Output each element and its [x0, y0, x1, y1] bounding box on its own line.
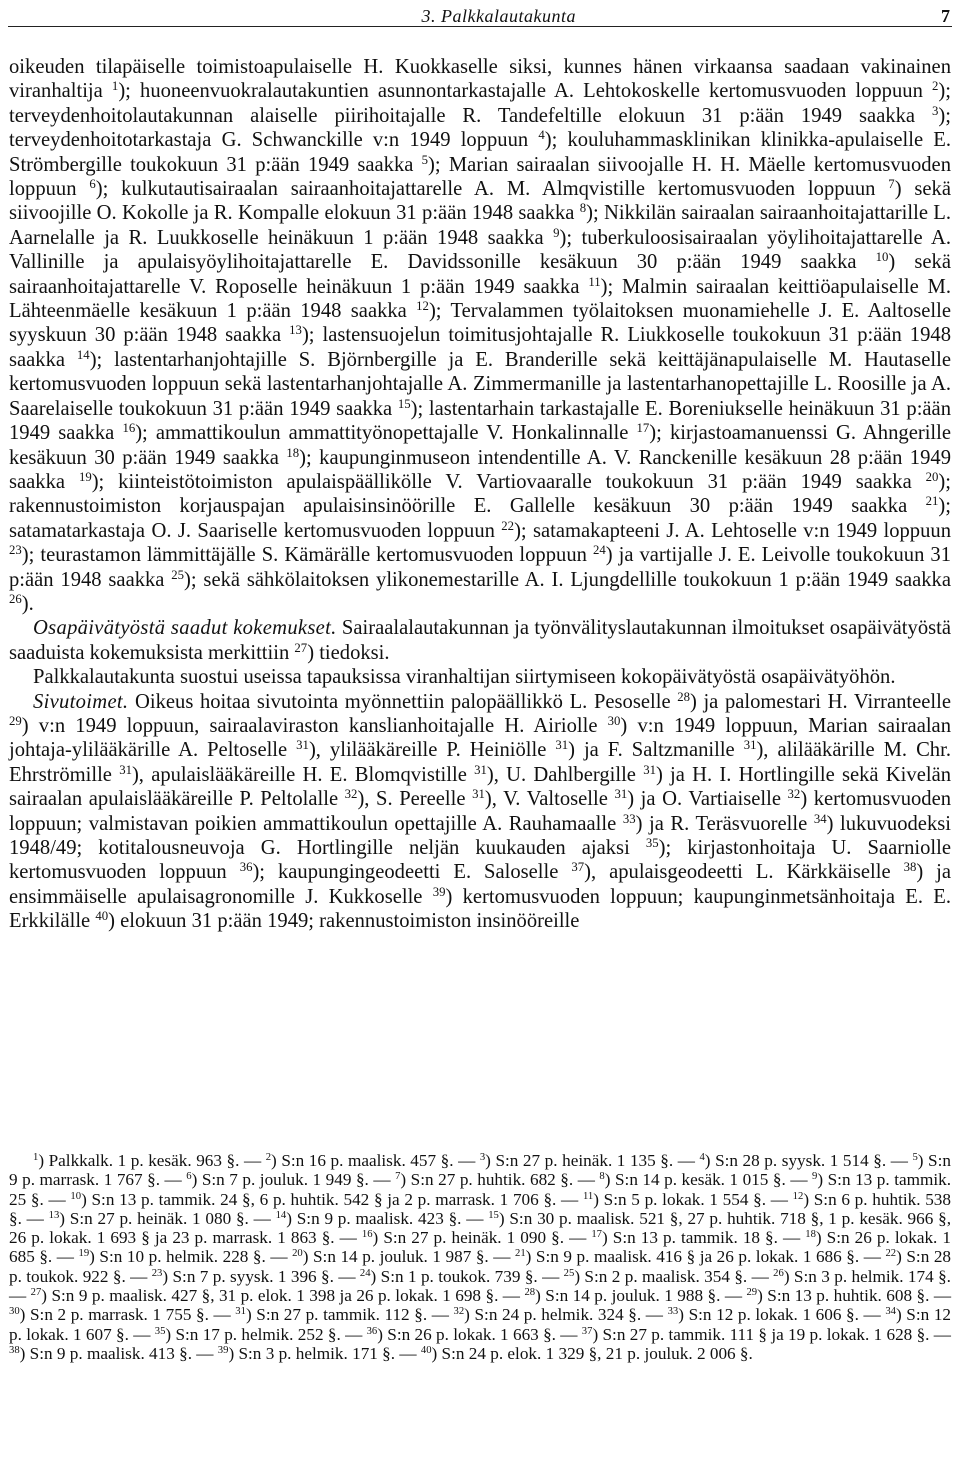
paragraph-side-jobs: Sivutoimet. Oikeus hoitaa sivutointa myönnettiin palopäällikkö L. Pesoselle $^{28}$) ja palomestari H. Virranteelle $^{29}$) v:n 1949 loppuun, sairaalaviraston kanslianhoitajalle H. Airiolle $^{30}$) v:n 1949 loppuun, Marian sairaalan johtaja-ylilääkärille A. Peltoselle $^{31}$), ylilääkäreille P. Heiniölle $^{31}$) ja F. Saltzmanille $^{31}$), alilääkärille M. Chr. Ehrströmille $^{31}$), apulaislääkäreille H. E. Blomqvistille $^{31}$), U. Dahlbergille $^{31}$) ja H. I. Hortlingille sekä Kivelän sairaalan apulaislääkäreille P. Peltolalle $^{32}$), S. Pereelle $^{31}$), V. Valtoselle $^{31}$) ja O. Vartiaiselle $^{32}$) kertomusvuoden loppuun; valmistavan poikien ammattikoulun opettajille A. Rauhamaalle $^{33}$) ja R. Teräsvuorelle $^{34}$) lukuvuodeksi 1948/49; kotitalousneuvoja G. Hortlingille neljän kuukauden ajaksi $^{35}$); kirjastonhoitaja U. Saarniolle kertomusvuoden loppuun $^{36}$); kaupungingeodeetti E. Saloselle $^{37}$), apulaisgeodeetti L. Kärkkäiselle $^{38}$) ja ensimmäiselle apulaisagronomille J. Kukkoselle $^{39}$) kertomusvuoden loppuun; kaupunginmetsänhoitaja E. E. Erkkilälle $^{40}$) elokuun 31 p:ään 1949; rakennustoimiston insinööreille — [9, 689, 952, 933]
footnotes — [9, 1151, 951, 1363]
footnote-block: $^1$) Palkkalk. 1 p. kesäk. 963 §. — $^2$) S:n 16 p. maalisk. 457 §. — $^3$) S:n 27 p. heinäk. 1 135 §. — $^4$) S:n 28 p. syysk. 1 514 §. — $^5$) S:n 9 p. marrask. 1 767 §. — $^6$) S:n 7 p. jouluk. 1 949 §. — $^7$) S:n 27 p. huhtik. 682 §. — $^8$) S:n 14 p. kesäk. 1 015 §. — $^9$) S:n 13 p. tammik. 25 §. — $^{10}$) S:n 13 p. tammik. 24 §, 6 p. huhtik. 542 § ja 2 p. marrask. 1 706 §. — $^{11}$) S:n 5 p. lokak. 1 554 §. — $^{12}$) S:n 6 p. huhtik. 538 §. — $^{13}$) S:n 27 p. heinäk. 1 080 §. — $^{14}$) S:n 9 p. maalisk. 423 §. — $^{15}$) S:n 30 p. maalisk. 521 §, 27 p. huhtik. 718 §, 1 p. kesäk. 966 §, 26 p. lokak. 1 693 § ja 23 p. marrask. 1 863 §. — $^{16}$) S:n 27 p. heinäk. 1 090 §. — $^{17}$) S:n 13 p. tammik. 18 §. — $^{18}$) S:n 26 p. lokak. 1 685 §. — $^{19}$) S:n 10 p. helmik. 228 §. — $^{20}$) S:n 14 p. jouluk. 1 987 §. — $^{21}$) S:n 9 p. maalisk. 416 § ja 26 p. lokak. 1 686 §. — $^{22}$) S:n 28 p. toukok. 922 §. — $^{23}$) S:n 7 p. syysk. 1 396 §. — $^{24}$) S:n 1 p. toukok. 739 §. — $^{25}$) S:n 2 p. maalisk. 354 §. — $^{26}$) S:n 3 p. helmik. 174 §. — $^{27}$) S:n 9 p. maalisk. 427 §, 31 p. elok. 1 398 ja 26 p. lokak. 1 698 §. — $^{28}$) S:n 14 p. jouluk. 1 988 §. — $^{29}$) S:n 13 p. huhtik. 608 §. — $^{30}$) S:n 2 p. marrask. 1 755 §. — $^{31}$) S:n 27 p. tammik. 112 §. — $^{32}$) S:n 24 p. helmik. 324 §. — $^{33}$) S:n 12 p. lokak. 1 606 §. — $^{34}$) S:n 12 p. lokak. 1 607 §. — $^{35}$) S:n 17 p. helmik. 252 §. — $^{36}$) S:n 26 p. lokak. 1 663 §. — $^{37}$) S:n 27 p. tammik. 111 § ja 19 p. lokak. 1 628 §. — $^{38}$) S:n 9 p. maalisk. 413 §. — $^{39}$) S:n 3 p. helmik. 171 §. — $^{40}$) S:n 24 p. elok. 1 329 §, 21 p. jouluk. 2 006 §. — [9, 1151, 952, 1363]
paragraph-part-time-transfers: Palkkalautakunta suostui useissa tapauksissa viranhaltijan siirtymiseen kokopäivätyöstä osapäivätyöhön. — [33, 666, 896, 689]
header-rule — [8, 26, 952, 27]
paragraph-part-time-experiences: Osapäivätyöstä saadut kokemukset. Sairaalalautakunnan ja työnvälityslautakunnan ilmoitukset osapäivätyöstä saaduista kokemuksista merkittiin $^{27}$) tiedoksi. — [9, 617, 951, 664]
page-number: 7 — [941, 6, 950, 26]
paragraph-vacancy-assignments: oikeuden tilapäiselle toimistoapulaiselle H. Kuokkaselle siksi, kunnes hänen virkaansa saadaan vakinainen viranhaltija $^1$); huoneenvuokralautakuntien asunnontarkastajalle A. Lehtokoskelle kertomusvuoden loppuun $^2$); terveydenhoitolautakunnan alaiselle piirihoitajalle R. Tandefeltille elokuun 31 p:ään 1949 saakka $^3$); terveydenhoitotarkastaja G. Schwanckille v:n 1949 loppuun $^4$); kouluhammasklinikan klinikka-apulaiselle E. Strömbergille toukokuun 31 p:ään 1949 saakka $^5$); Marian sairaalan siivoojalle H. H. Mäelle kertomusvuoden loppuun $^6$); kulkutautisairaalan sairaanhoitajattarelle A. M. Almqvistille kertomusvuoden loppuun $^7$) sekä siivoojille O. Kokolle ja R. Kompalle elokuun 31 p:ään 1948 saakka $^8$); Nikkilän sairaalan sairaanhoitajattarille L. Aarnelalle ja R. Luukkoselle heinäkuun 1 p:ään 1948 saakka $^9$); tuberkuloosisairaalan yöylihoitajattarelle A. Vallinille ja apulaisyöylihoitajattarelle E. Davidssonille kesäkuun 30 p:ään 1949 saakka $^{10}$) sekä sairaanhoitajattarelle V. Roposelle heinäkuun 1 p:ään 1949 saakka $^{11}$); Malmin sairaalan keittiöapulaiselle M. Lähteenmäelle kesäkuun 1 p:ään 1948 saakka $^{12}$); Tervalammen työlaitoksen muonamiehelle J. E. Aaltoselle syyskuun 30 p:ään 1948 saakka $^{13}$); lastensuojelun toimitusjohtajalle R. Liukkoselle toukokuun 31 p:ään 1948 saakka $^{14}$); lastentarhanjohtajille S. Björnbergille ja E. Branderille sekä keittäjänapulaiselle M. Hautaselle kertomusvuoden loppuun sekä lastentarhanjohtajalle A. Zimmermanille ja lastentarhanopettajille L. Roosille ja A. Saarelaiselle toukokuun 31 p:ään 1949 saakka $^{15}$); lastentarhain tarkastajalle E. Boreniukselle heinäkuun 31 p:ään 1949 saakka $^{16}$); ammattikoulun ammattityönopettajalle V. Honkalinnalle $^{17}$); kirjastoamanuenssi G. Ahngerille kesäkuun 30 p:ään 1949 saakka $^{18}$); kaupunginmuseon intendentille A. V. Ranckenille kesäkuun 28 p:ään 1949 saakka $^{19}$); kiinteistötoimiston apulaispäällikölle V. Vartiovaaralle toukokuun 31 p:ään 1949 saakka $^{20}$); rakennustoimiston korjauspajan apulaisinsinöörille E. Gallelle kesäkuun 30 p:ään 1949 saakka $^{21}$); satamatarkastaja O. J. Saariselle kertomusvuoden loppuun $^{22}$); satamakapteeni J. A. Lehtoselle v:n 1949 loppuun $^{23}$); teurastamon lämmittäjälle S. Kämärälle kertomusvuoden loppuun $^{24}$) ja vartijalle J. E. Leivolle toukokuun 31 p:ään 1948 saakka $^{25}$); sekä sähkölaitoksen ylikonemestarille A. I. Ljungdellille toukokuun 1 p:ään 1949 saakka $^{26}$). — [9, 56, 952, 615]
section-title: 3. Palkkalautakunta — [421, 6, 576, 26]
body-text — [9, 55, 951, 934]
